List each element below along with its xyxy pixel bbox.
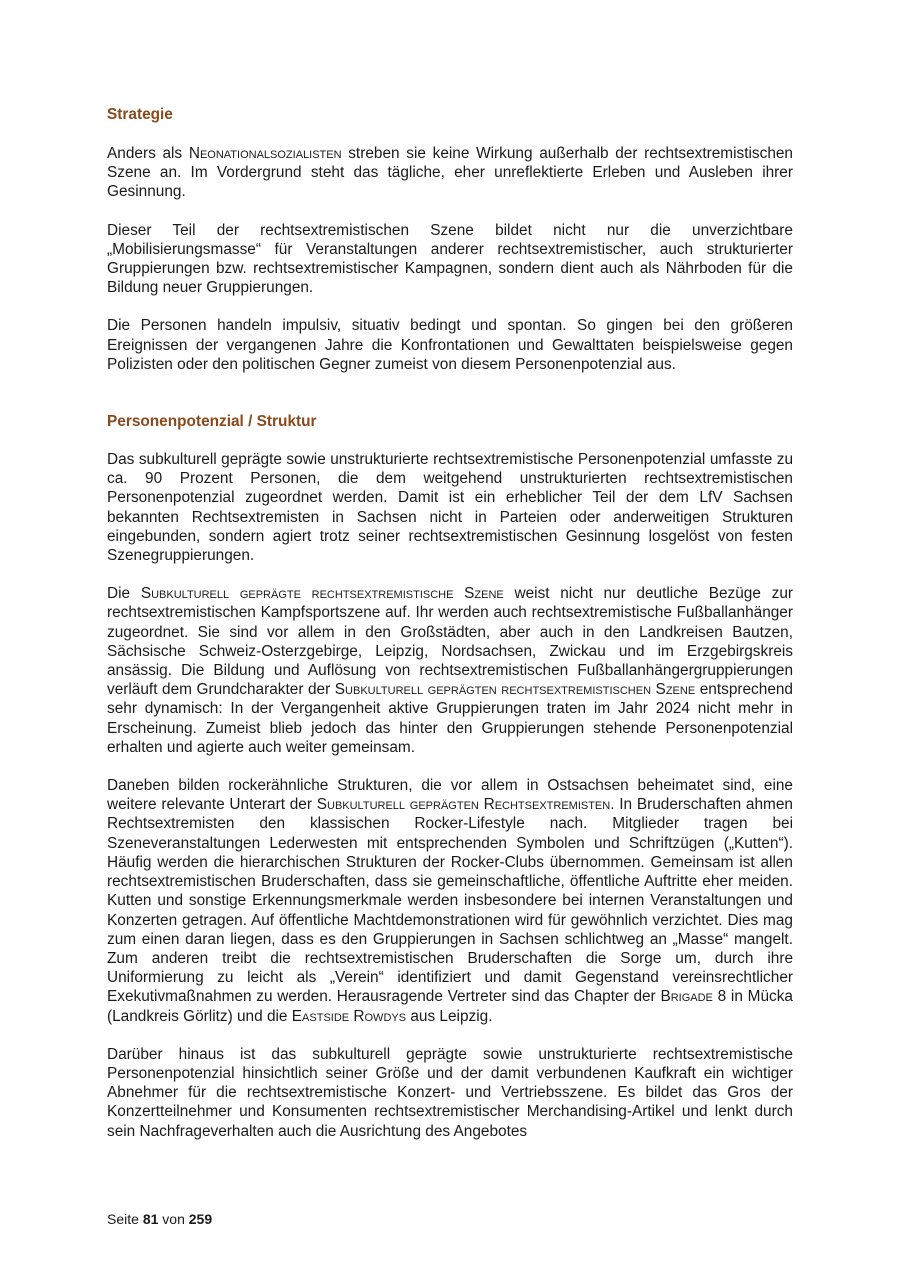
paragraph-personen-1: Das subkulturell geprägte sowie unstrukturierte rechtsextremistische Personenpotenzial umfasste zu ca. 90 Prozent Personen, die dem weitgehend unstrukturierten rechtsextremistischen Personenpotenzial zugeordnet werden. Damit ist ein erheblicher Teil der dem LfV Sachsen bekannten Rechtsextremisten in Sachsen nicht in Parteien oder anderweitigen Strukturen eingebunden, sondern agiert trotz seiner rechtsextremistischen Gesinnung losgelöst von festen Szenegruppierungen. — [107, 451, 793, 565]
term-subkulturelle-szene: Subkulturell geprägte rechtsextremistische Szene — [140, 585, 504, 603]
page-number: 81 — [142, 1211, 159, 1227]
term-brigade-8: Brigade 8 — [660, 988, 727, 1006]
paragraph-strategie-1: Anders als Neonationalsozialisten streben sie keine Wirkung außerhalb der rechtsextremistischen Szene an. Im Vordergrund steht das tägliche, eher unreflektierte Erleben und Ausleben ihrer Gesinnung. — [107, 145, 793, 201]
paragraph-personen-2: Die Subkulturell geprägte rechtsextremistische Szene weist nicht nur deutliche Bezüge zur rechtsextremistischen Kampfsportszene auf. Ihr werden auch rechtsextremistische Fußballanhänger zugeordnet. Sie sind vor allem in den Großstädten, aber auch in den Landkreisen Bautzen, Sächsische Schweiz-Osterzgebirge, Leipzig, Nordsachsen, Zwickau und im Erzgebirgskreis ansässig. Die Bildung und Auflösung von rechtsextremistischen Fußballanhängergruppierungen verläuft dem Grundcharakter der Subkulturell geprägten rechtsextremistischen Szene entsprechend sehr dynamisch: In der Vergangenheit aktive Gruppierungen traten im Jahr 2024 nicht mehr in Erscheinung. Zumeist blieb jedoch das hinter den Gruppierungen stehende Personenpotenzial erhalten und agierte auch weiter gemeinsam. — [107, 585, 794, 756]
heading-strategie: Strategie — [107, 106, 173, 123]
term-subkulturelle-rechtsextremisten: Subkulturell geprägten Rechtsextremisten — [316, 796, 611, 814]
term-subkulturelle-szene-2: Subkulturell geprägten rechtsextremistischen Szene — [334, 681, 696, 699]
term-neonationalsozialisten: Neonationalsozialisten — [188, 145, 342, 162]
paragraph-strategie-2: Dieser Teil der rechtsextremistischen Szene bildet nicht nur die unverzichtbare „Mobilisierungsmasse“ für Veranstaltungen anderer rechtsextremistischer, auch strukturierter Gruppierungen bzw. rechtsextremistischer Kampagnen, sondern dient auch als Nährboden für die Bildung neuer Gruppierungen. — [107, 221, 793, 297]
paragraph-personen-3: Daneben bilden rockerähnliche Strukturen, die vor allem in Ostsachsen beheimatet sind, eine weitere relevante Unterart der Subkulturell geprägten Rechtsextremisten. In Bruderschaften ahmen Rechtsextremisten den klassischen Rocker-Lifestyle nach. Mitglieder tragen bei Szeneveranstaltungen Lederwesten mit entsprechenden Symbolen und Schriftzügen („Kutten“). Häufig werden die hierarchischen Strukturen der Rocker-Clubs übernommen. Gemeinsam ist allen rechtsextremistischen Bruderschaften, dass sie gemeinschaftliche, öffentliche Auftritte eher meiden. Kutten und sonstige Erkennungsmerkmale werden insbesondere bei internen Veranstaltungen und Konzerten getragen. Auf öffentliche Machtdemonstrationen wird für gewöhnlich verzichtet. Dies mag zum einen daran liegen, dass es den Gruppierungen in Sachsen schlichtweg an „Masse“ mangelt. Zum anderen treibt die rechtsextremistischen Bruderschaften die Sorge um, durch ihre Uniformierung zu leicht als „Verein“ identifiziert und damit Gegenstand vereinsrechtlicher Exekutivmaßnahmen zu werden. Herausragende Vertreter sind das Chapter der Brigade 8 in Mücka (Landkreis Görlitz) und die Eastside Rowdys aus Leipzig. — [107, 777, 793, 1025]
page-footer: Seite 81 von 259 — [107, 1211, 213, 1227]
heading-personenpotenzial: Personenpotenzial / Struktur — [107, 413, 317, 431]
paragraph-personen-4: Darüber hinaus ist das subkulturell geprägte sowie unstrukturierte rechtsextremistische Personenpotenzial hinsichtlich seiner Größe und der damit verbundenen Kaufkraft ein wichtiger Abnehmer für die rechtsextremistische Konzert- und Vertriebsszene. Es bildet das Gros der Konzertteilnehmer und Konsumenten rechtsextremistischer Merchandising-Artikel und lenkt durch sein Nachfrageverhalten auch die Ausrichtung des Angebotes — [107, 1045, 793, 1140]
page-total: 259 — [188, 1211, 213, 1227]
document-page — [107, 104, 793, 1141]
paragraph-strategie-3: Die Personen handeln impulsiv, situativ bedingt und spontan. So gingen bei den größeren Ereignissen der vergangenen Jahre die Konfrontationen und Gewalttaten beispielsweise gegen Polizisten oder den politischen Gegner zumeist von diesem Personenpotenzial aus. — [107, 317, 793, 373]
term-eastside-rowdys: Eastside Rowdys — [291, 1007, 407, 1025]
